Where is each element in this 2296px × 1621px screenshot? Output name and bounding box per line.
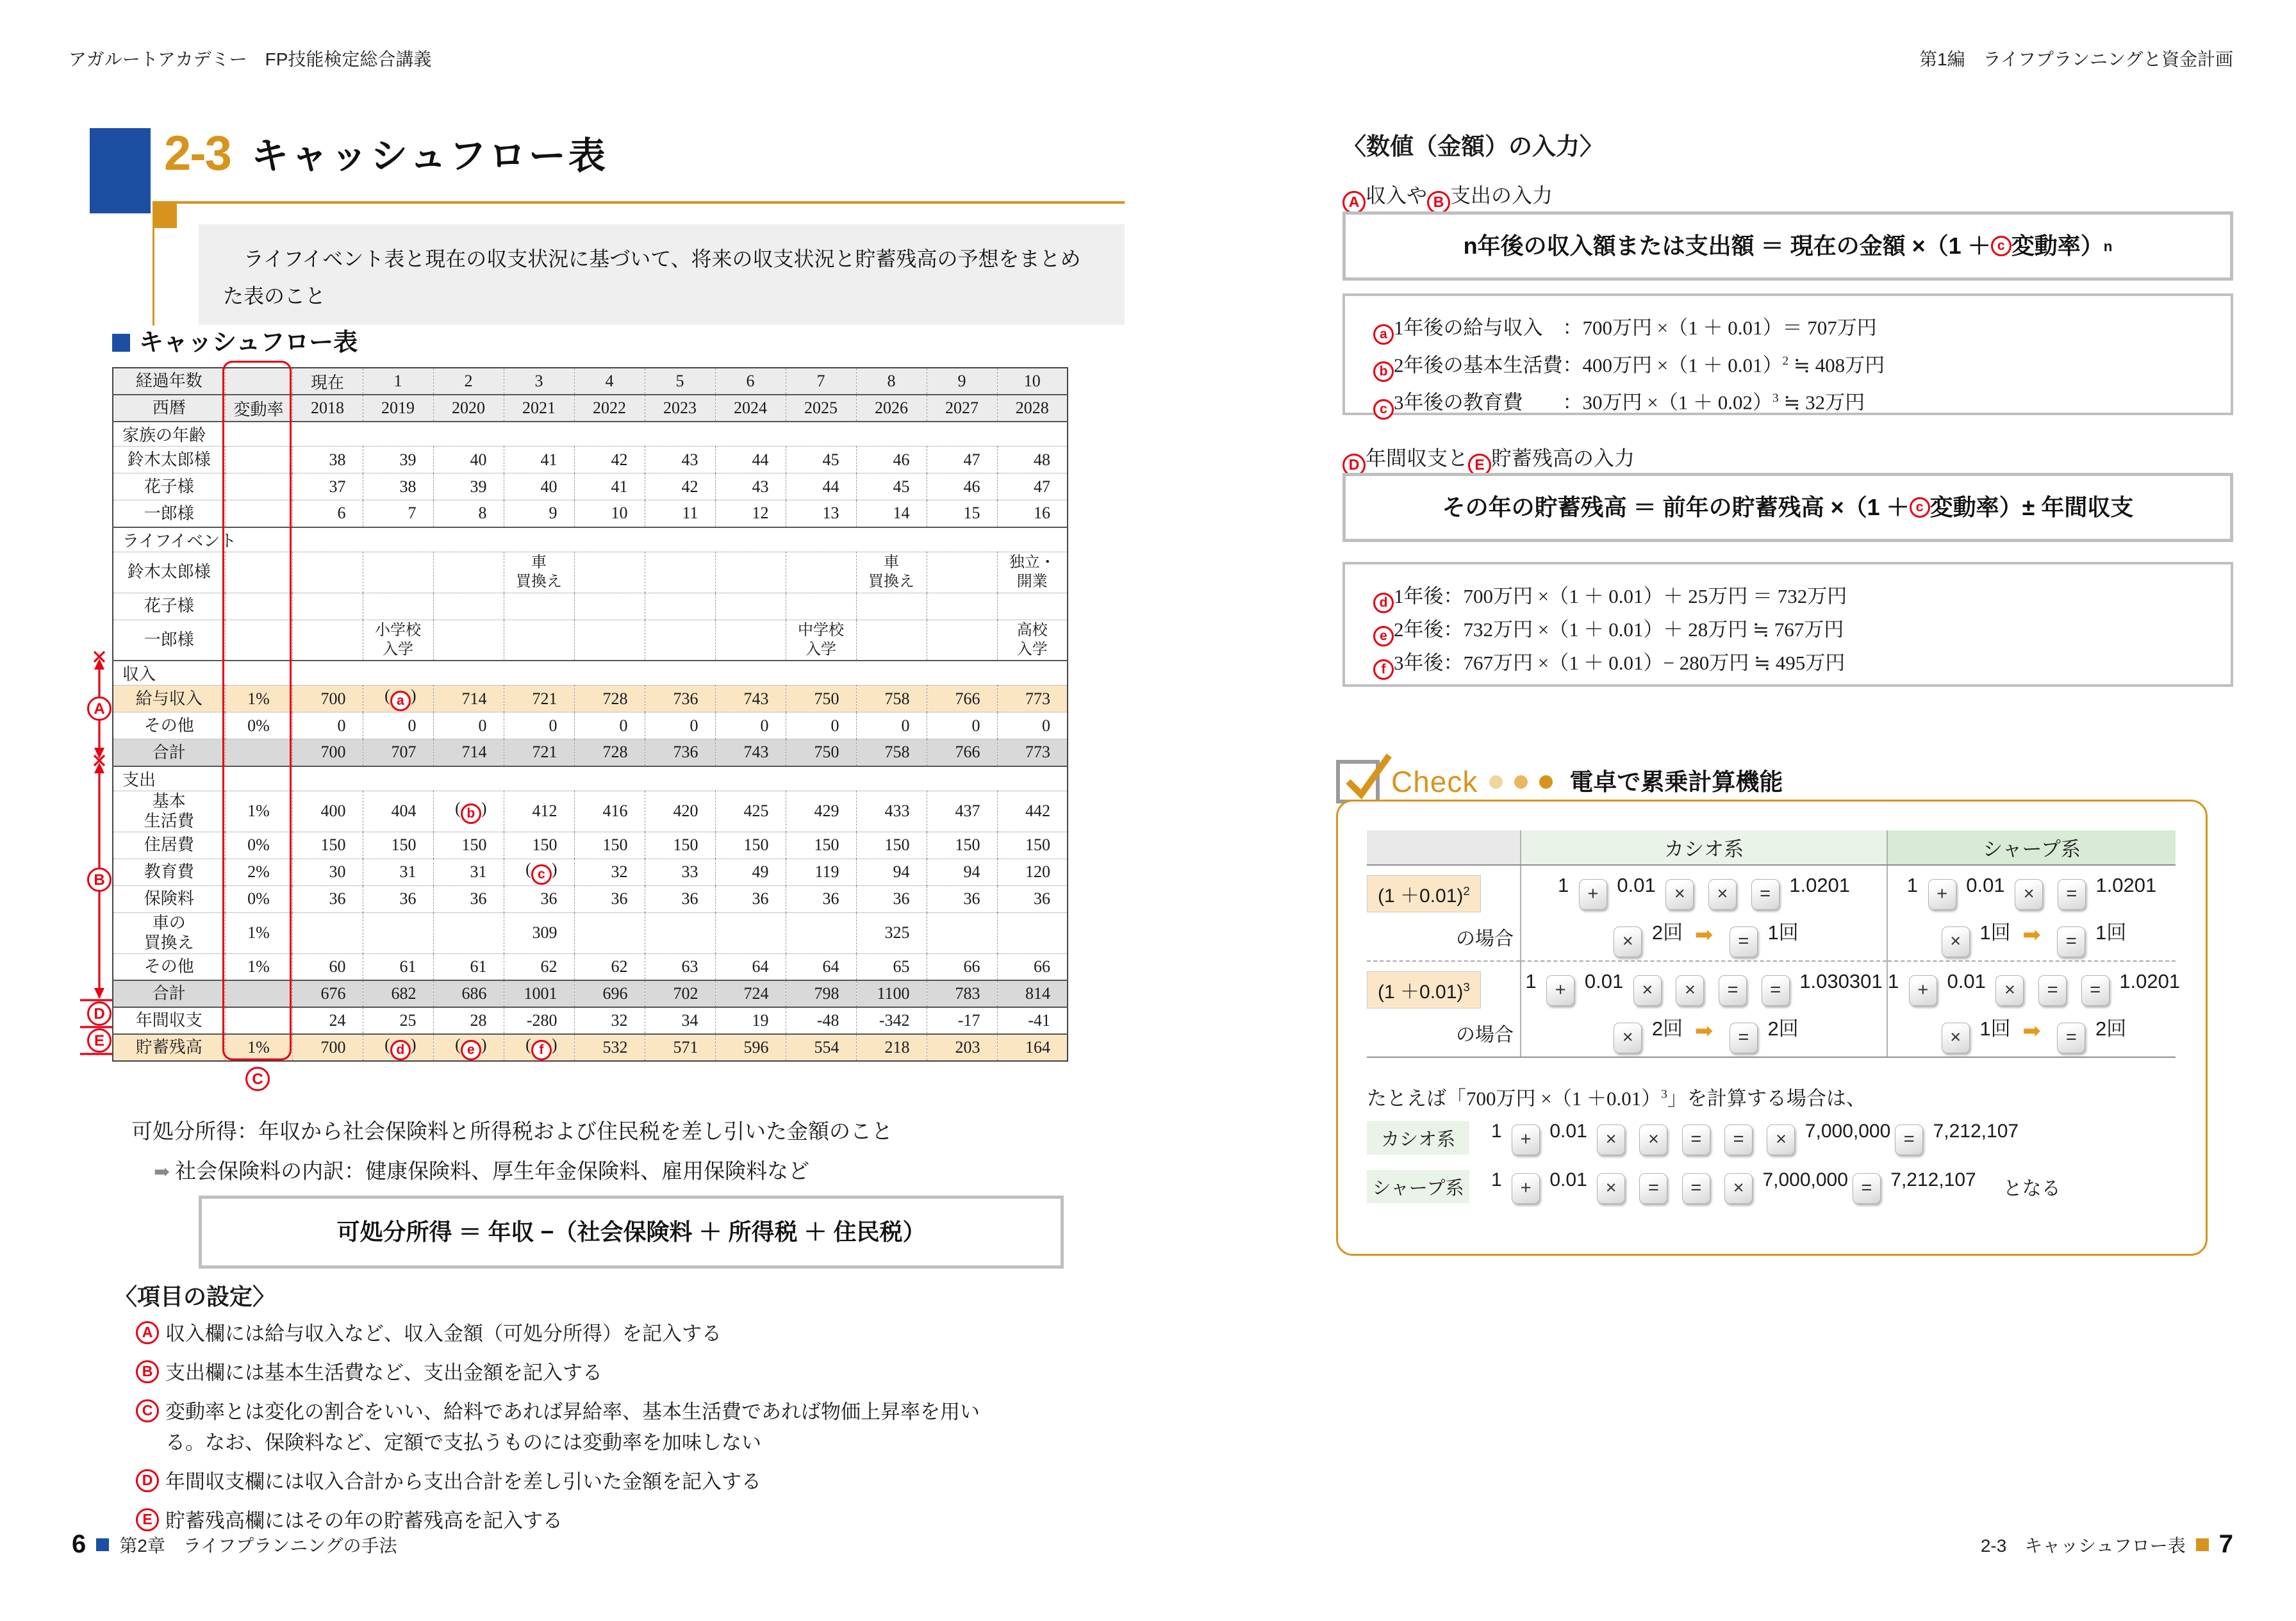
dot-icon — [1489, 775, 1503, 789]
calc-key-multiply-icon: × — [1597, 1124, 1625, 1155]
calc-key-plus-icon: + — [1512, 1124, 1540, 1155]
calc-key-plus-icon: + — [1546, 975, 1574, 1006]
right-running-header: 第1編 ライフプランニングと資金計画 — [1919, 49, 2233, 69]
calc-key-equals-icon: = — [1853, 1173, 1881, 1204]
settings-heading: 〈項目の設定〉 — [114, 1283, 276, 1310]
annotation-circle-E: E — [87, 1028, 111, 1053]
annotation-circle-D: D — [87, 1001, 111, 1026]
check-title: 電卓で累乗計算機能 — [1569, 768, 1783, 795]
table-header-row: 経過年数 現在 1 2 3 4 5 6 7 8 9 10 — [113, 368, 1068, 395]
table-section-row: 収入 — [113, 661, 1068, 686]
left-running-header: アガルートアカデミー FP技能検定総合講義 — [69, 49, 432, 69]
check-header — [1336, 757, 1783, 806]
cashflow-heading-text: キャッシュフロー表 — [139, 329, 358, 356]
calc-key-multiply-icon: × — [1597, 1173, 1625, 1204]
calc-key-plus-icon: + — [1928, 879, 1956, 910]
circled-letter-c: c — [1910, 497, 1930, 518]
calc-example-rows — [1367, 1121, 2181, 1218]
case-label: $(1 +0.01)^2$ — [1367, 875, 1481, 912]
key-sequence: × 1回 ➡ = 2回 — [1888, 1019, 2176, 1053]
calc-example-row — [1367, 1121, 2181, 1155]
case-suffix: の場合 — [1456, 1024, 1514, 1046]
calc-key-multiply-icon: × — [1614, 1023, 1642, 1053]
settings-item-text: 年間収支欄には収入合計から支出合計を差し引いた金額を記入する — [165, 1470, 761, 1493]
circled-letter-e: e — [461, 1040, 481, 1060]
example-line: c 3年後の教育費 ：30万円 $\times(1 + 0.02)^3$ ≒ 32万円 — [1373, 382, 2202, 419]
table-row: その他 0% 0 0 0 0 0 0 0 0 0 0 0 — [113, 712, 1068, 739]
circled-letter-b: b — [1373, 361, 1394, 382]
cashflow-heading — [112, 331, 358, 355]
table-row: 花子様 37 38 39 40 41 42 43 44 45 46 47 — [113, 473, 1068, 500]
left-footer — [72, 1530, 397, 1559]
calc-key-plus-icon: + — [1579, 879, 1607, 910]
example-line: f 3年後：767万円 ×（1 ＋ 0.01）− 280万円 ≒ 495万円 — [1373, 646, 2202, 680]
example-line: a 1年後の給与収入 ：700万円 ×（1 ＋ 0.01）＝ 707万円 — [1373, 311, 2202, 345]
table-row: 給与収入 1% 700 ( a ) 714 721 728 736 743 750 758 766 773 — [113, 686, 1068, 712]
disposable-formula-box: 可処分所得 ＝ 年収 −（社会保険料 ＋ 所得税 ＋ 住民税） — [199, 1196, 1064, 1269]
footer-blue-square-icon — [96, 1538, 109, 1551]
settings-item-text: 貯蓄残高欄にはその年の貯蓄残高を記入する — [165, 1510, 563, 1533]
calc-key-equals-icon: = — [1724, 1124, 1753, 1155]
title-gold-vline — [153, 204, 154, 325]
calc-key-multiply-icon: × — [1614, 926, 1642, 957]
table-row: 基本 生活費 1% 400 404 ( b ) 412 416 420 425 429 433 437 442 — [113, 791, 1068, 832]
calc-example-intro: たとえば「700万円 $\times(1 +0.01)^3$」を計算する場合は、 — [1367, 1087, 1866, 1110]
calc-key-equals-icon: = — [1682, 1124, 1710, 1155]
case-suffix: の場合 — [1456, 928, 1514, 950]
calc-key-equals-icon: = — [2057, 926, 2085, 957]
calc-key-multiply-icon: × — [1942, 926, 1970, 957]
example-box-abc — [1342, 293, 2233, 415]
table-section-row: 家族の年齢 — [113, 422, 1068, 447]
calc-key-plus-icon: + — [1512, 1173, 1540, 1204]
calc-key-equals-icon: = — [1751, 879, 1780, 910]
circled-letter-a: a — [1373, 324, 1394, 345]
cashflow-table-wrap — [94, 367, 1067, 1088]
footer-gold-square-icon — [2196, 1538, 2209, 1551]
table-row: 一郎様 6 7 8 9 10 11 12 13 14 15 16 — [113, 500, 1068, 527]
right-page-number: 7 — [2218, 1530, 2233, 1558]
settings-item-text: 収入欄には給与収入など、収入金額（可処分所得）を記入する — [165, 1322, 722, 1345]
calc-key-multiply-icon: × — [1639, 1124, 1667, 1155]
settings-item-text: 変動率とは変化の割合をいい、給料であれば昇給率、基本生活費であれば物価上昇率を用いる。なお、保険料など、定額で支払うものには変動率を加味しない — [165, 1401, 980, 1454]
key-sequence: 1 + 0.01 × × = = 1.030301 — [1521, 971, 1887, 1006]
calc-key-equals-icon: = — [2058, 879, 2086, 910]
table-section-row: 支出 — [113, 766, 1068, 791]
title-blue-block — [90, 128, 151, 213]
key-sequence: 1 + 0.01 × = = 1.0201 — [1888, 971, 2176, 1006]
circled-letter-a: a — [390, 691, 411, 711]
calc-brand-label: シャープ系 — [1367, 1170, 1469, 1203]
key-sequence: 1 + 0.01 × = 1.0201 — [1888, 875, 2176, 910]
table-row: 鈴木太郎様 車 買換え 車 買換え 独立・ 開業 — [113, 552, 1068, 593]
gold-arrow-icon: ➡ — [1694, 1019, 1714, 1043]
circled-letter-B: B — [136, 1360, 159, 1383]
table-row: 車の 買換え 1% 309 325 — [113, 912, 1068, 953]
circled-letter-A: A — [1342, 191, 1366, 214]
disposable-breakdown — [154, 1155, 809, 1185]
circled-letter-C: C — [136, 1399, 159, 1422]
circled-letter-A: A — [136, 1321, 159, 1344]
disposable-breakdown-text: 社会保険料の内訳：健康保険料、厚生年金保険料、雇用保険料など — [175, 1160, 810, 1183]
dot-icon — [1539, 775, 1553, 789]
input-heading: 〈数値（金額）の入力〉 — [1342, 133, 1603, 160]
key-sequence: 1 + 0.01 × × = = × 7,000,000 = 7,212,107 — [1491, 1121, 2019, 1155]
settings-item-text: 支出欄には基本生活費など、支出金額を記入する — [165, 1362, 602, 1385]
calc-key-multiply-icon: × — [1676, 975, 1704, 1006]
circled-letter-D: D — [1342, 454, 1366, 477]
calc-key-equals-icon: = — [2057, 1023, 2085, 1053]
annotation-circle-C: C — [245, 1067, 270, 1091]
calc-key-multiply-icon: × — [1724, 1173, 1753, 1204]
circled-letter-b: b — [461, 803, 481, 824]
settings-item — [136, 1319, 1071, 1349]
calc-example-row — [1367, 1169, 2181, 1204]
example-line: d 1年後：700万円 ×（1 ＋ 0.01）＋ 25万円 ＝ 732万円 — [1373, 580, 2202, 613]
calc-key-multiply-icon: × — [1767, 1124, 1795, 1155]
circled-letter-B: B — [1427, 191, 1450, 214]
calc-brand-label: カシオ系 — [1367, 1121, 1469, 1155]
key-sequence: × 1回 ➡ = 1回 — [1888, 923, 2176, 957]
table-row: 年間収支 24 25 28 -280 32 34 19 -48 -342 -17 -41 — [113, 1007, 1068, 1034]
calc-key-multiply-icon: × — [2015, 879, 2043, 910]
check-panel — [1336, 800, 2208, 1256]
gold-arrow-icon: ➡ — [1694, 923, 1714, 947]
table-row: 花子様 — [113, 593, 1068, 620]
table-row: 合計 676 682 686 1001 696 702 724 798 1100 783 814 — [113, 980, 1068, 1007]
calc-key-equals-icon: = — [1682, 1173, 1710, 1204]
disposable-definition: 可処分所得：年収から社会保険料と所得税および住民税を差し引いた金額のこと — [131, 1121, 893, 1144]
circled-letter-c: c — [531, 864, 552, 885]
circled-letter-d: d — [390, 1040, 411, 1060]
calc-table-row — [1367, 961, 2176, 1057]
calc-key-equals-icon: = — [1895, 1124, 1923, 1155]
table-header-row: 西暦 変動率 2018 2019 2020 2021 2022 2023 2024 2025 2026 2027 2028 — [113, 395, 1068, 422]
circled-letter-D: D — [136, 1469, 159, 1492]
left-footer-text: 第2章 ライフプランニングの手法 — [119, 1535, 397, 1556]
calc-table-row — [1367, 865, 2176, 961]
gold-arrow-icon: ➡ — [2022, 1019, 2041, 1043]
calc-key-multiply-icon: × — [1942, 1023, 1970, 1053]
title-gold-rule — [153, 201, 1125, 204]
dot-icon — [1514, 775, 1528, 789]
table-row: 合計 700 707 714 721 728 736 743 750 758 766 773 — [113, 739, 1068, 766]
calc-key-equals-icon: = — [2081, 975, 2110, 1006]
table-section-row: ライフイベント — [113, 527, 1068, 552]
income-expense-subheading: A 収入や B 支出の入力 — [1342, 179, 1553, 214]
lead-box — [199, 224, 1125, 325]
left-page-number: 6 — [72, 1530, 87, 1558]
table-row: 貯蓄残高 1% 700 ( d ) ( e ) ( f ) 532 571 596 554 218 203 164 — [113, 1034, 1068, 1061]
calc-header-casio: カシオ系 — [1521, 830, 1887, 865]
calc-key-equals-icon: = — [1719, 975, 1747, 1006]
calc-key-plus-icon: + — [1909, 975, 1937, 1006]
lead-text: ライフイベント表と現在の収支状況に基づいて、将来の収支状況と貯蓄残高の予想をまとめた表のこと — [223, 247, 1081, 308]
case-label: $(1 +0.01)^3$ — [1367, 971, 1481, 1008]
settings-list — [136, 1319, 1071, 1545]
circled-letter-E: E — [1468, 454, 1491, 477]
table-row: 保険料 0% 36 36 36 36 36 36 36 36 36 36 36 — [113, 885, 1068, 912]
title-gold-square — [153, 204, 177, 228]
key-sequence: 1 + 0.01 × × = 1.0201 — [1521, 875, 1887, 910]
calc-key-equals-icon: = — [1730, 926, 1758, 957]
example-line: e 2年後：732万円 ×（1 ＋ 0.01）＋ 28万円 ≒ 767万円 — [1373, 613, 2202, 646]
table-row: その他 1% 60 61 61 62 62 63 64 64 65 66 66 — [113, 953, 1068, 980]
circled-letter-f: f — [531, 1040, 552, 1060]
circled-letter-f: f — [1373, 659, 1394, 680]
right-footer — [1981, 1530, 2233, 1559]
annotation-circle-B: B — [87, 868, 111, 892]
check-label: Check — [1391, 765, 1478, 798]
settings-item — [136, 1467, 1071, 1497]
circled-letter-c: c — [1373, 399, 1394, 420]
calc-table-header-row — [1367, 830, 2176, 865]
annotation-circle-A: A — [87, 696, 111, 721]
circled-letter-E: E — [136, 1508, 159, 1531]
calc-key-multiply-icon: × — [1995, 975, 2024, 1006]
table-row: 教育費 2% 30 31 31 ( c ) 32 33 49 119 94 94 120 — [113, 859, 1068, 885]
key-sequence: 1 + 0.01 × = = × 7,000,000 = 7,212,107 — [1491, 1169, 1976, 1204]
calc-key-equals-icon: = — [1762, 975, 1790, 1006]
calc-key-equals-icon: = — [1730, 1023, 1758, 1053]
calc-key-multiply-icon: × — [1708, 879, 1737, 910]
checkmark-icon — [1336, 760, 1380, 803]
circled-letter-c: c — [1991, 236, 2011, 256]
cashflow-table — [112, 367, 1068, 1062]
table-row: 住居費 0% 150 150 150 150 150 150 150 150 150 150 150 — [113, 832, 1068, 859]
table-row: 鈴木太郎様 38 39 40 41 42 43 44 45 46 47 48 — [113, 447, 1068, 473]
table-row: 一郎様 小学校 入学 中学校 入学 高校 入学 — [113, 620, 1068, 661]
gray-arrow-icon: ➡ — [154, 1162, 170, 1183]
blue-square-icon — [112, 334, 130, 352]
example-line: b 2年後の基本生活費：400万円 $\times(1 + 0.01)^2$ ≒ 408万円 — [1373, 345, 2202, 382]
circled-letter-e: e — [1373, 626, 1394, 646]
right-footer-text: 2-3 キャッシュフロー表 — [1980, 1535, 2186, 1556]
calc-example-suffix: となる — [2003, 1178, 2061, 1199]
settings-item — [136, 1397, 1071, 1458]
balance-subheading: D 年間収支と E 貯蓄残高の入力 — [1342, 442, 1635, 477]
key-sequence: × 2回 ➡ = 1回 — [1521, 923, 1887, 957]
calc-header-sharp: シャープ系 — [1887, 830, 2176, 865]
settings-item — [136, 1358, 1071, 1388]
calculator-comparison-table — [1367, 830, 2181, 1058]
calc-key-multiply-icon: × — [1633, 975, 1662, 1006]
key-sequence: × 2回 ➡ = 2回 — [1521, 1019, 1887, 1053]
future-amount-formula-box: n年後の収入額または支出額 ＝ 現在の金額 ×（1 ＋ c 変動率） n — [1342, 211, 2233, 281]
page-title: キャッシュフロー表 — [251, 135, 608, 177]
calc-key-equals-icon: = — [1639, 1173, 1667, 1204]
savings-formula-box: その年の貯蓄残高 ＝ 前年の貯蓄残高 ×（1 ＋ c 変動率）± 年間収支 — [1342, 473, 2233, 542]
calc-key-equals-icon: = — [2038, 975, 2067, 1006]
example-box-def — [1342, 562, 2233, 687]
section-number: 2-3 — [164, 126, 231, 181]
calc-key-multiply-icon: × — [1665, 879, 1694, 910]
gold-arrow-icon: ➡ — [2022, 923, 2041, 947]
circled-letter-d: d — [1373, 593, 1394, 613]
